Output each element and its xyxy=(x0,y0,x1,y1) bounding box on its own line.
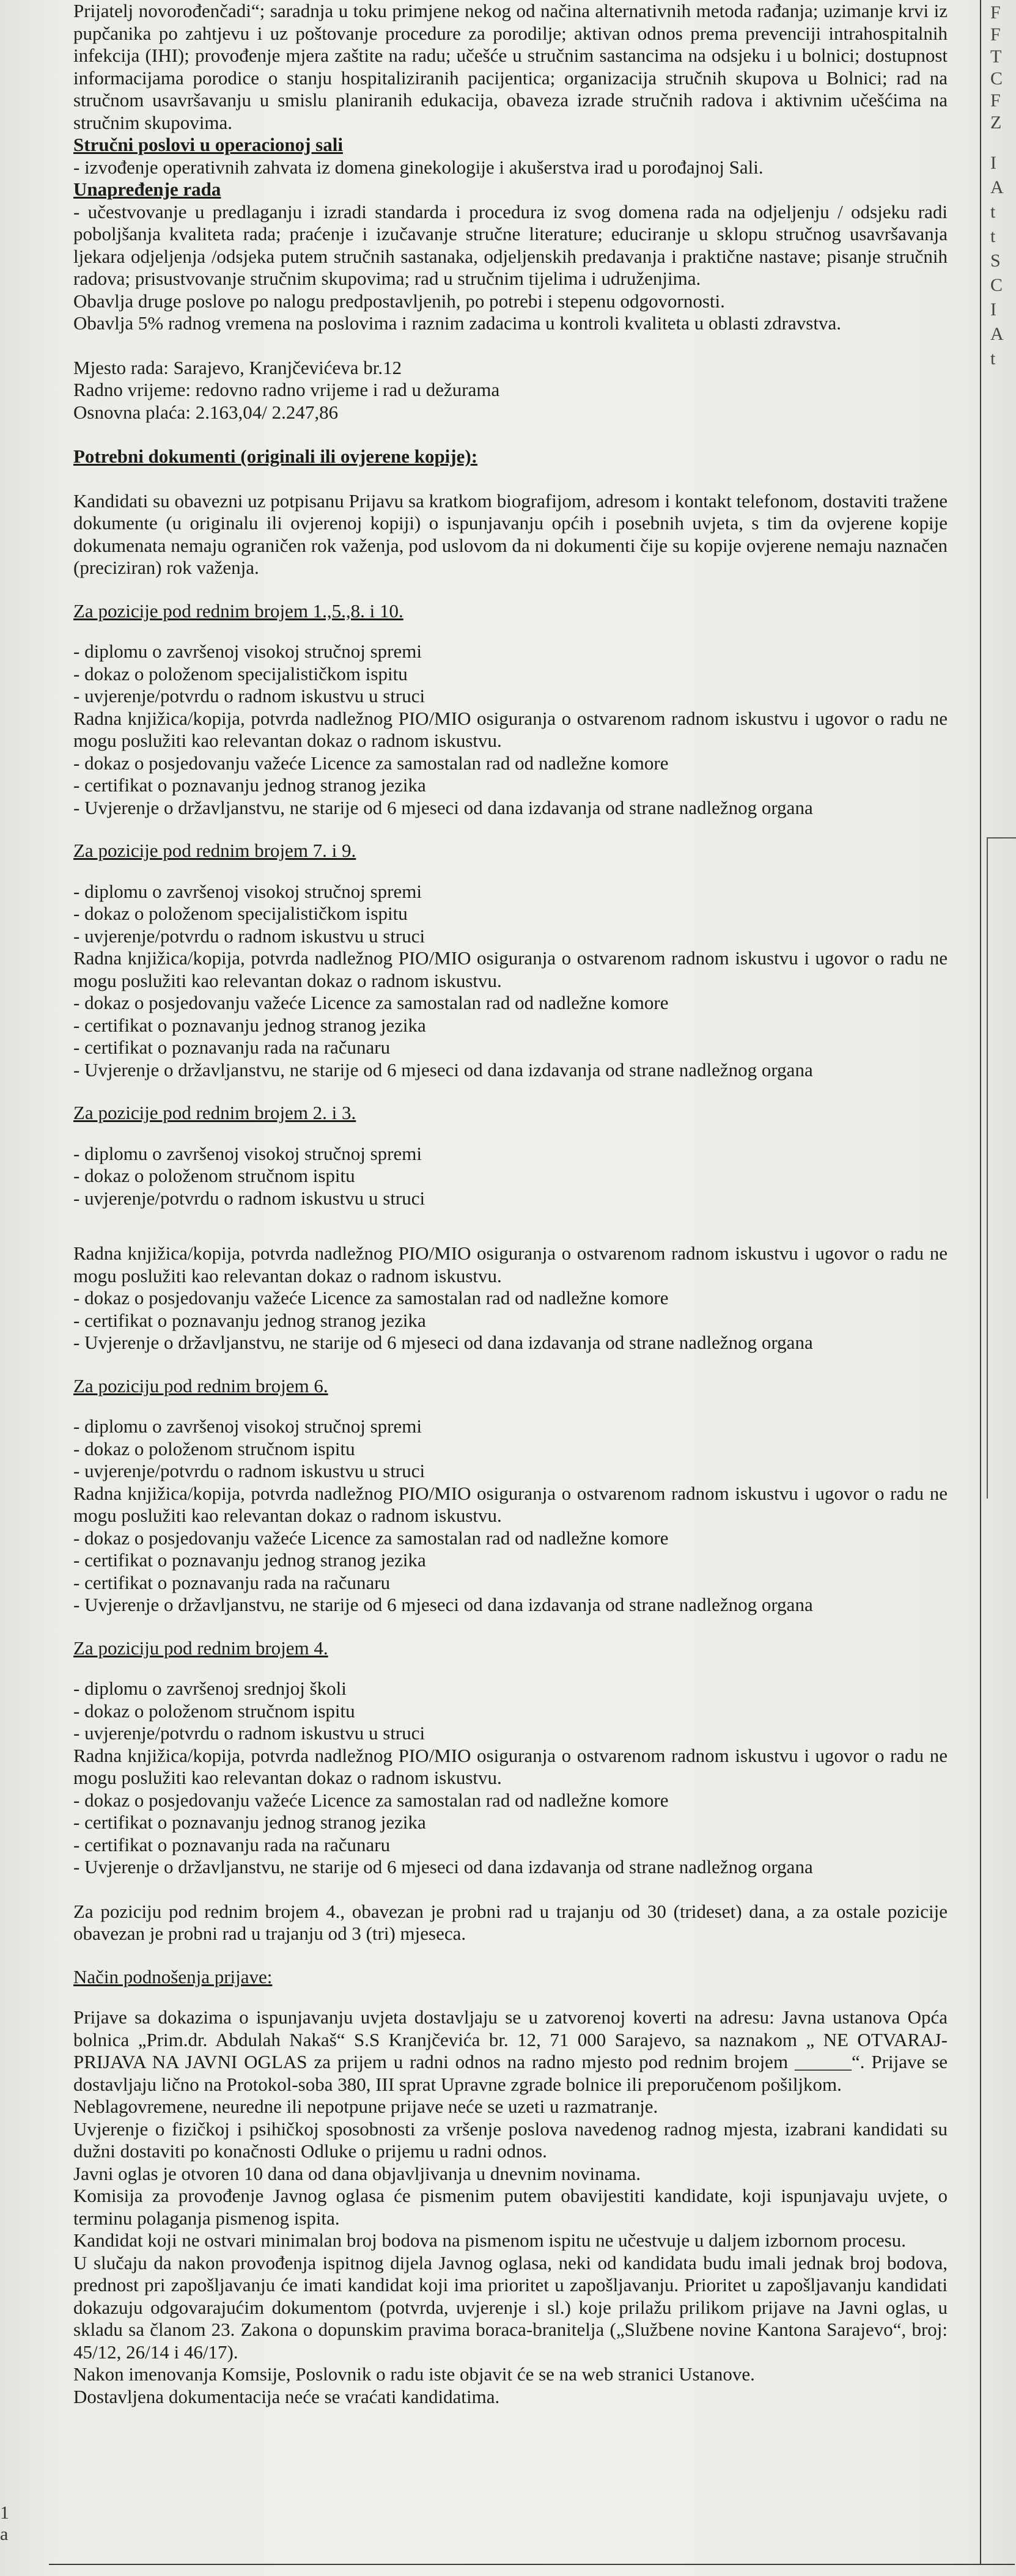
requirements-list xyxy=(73,640,948,708)
requirement-item: - diplomu o završenoj visokoj stručnoj spremi xyxy=(73,1415,948,1438)
requirement-item: - certifikat o poznavanju rada na računaru xyxy=(73,1037,948,1059)
requirements-list xyxy=(73,1527,948,1616)
submission-heading: Način podnošenja prijave: xyxy=(73,1965,273,1987)
position-group-heading: Za poziciju pod rednim brojem 4. xyxy=(73,1637,328,1659)
position-group xyxy=(73,840,948,1081)
requirement-item: - dokaz o položenom stručnom ispitu xyxy=(73,1165,948,1187)
requirement-item: - uvjerenje/potvrdu o radnom iskustvu u struci xyxy=(73,685,948,708)
quality-control-text: Obavlja 5% radnog vremena na poslovima i raznim zadacima u kontroli kvaliteta u oblasti zdravstva. xyxy=(73,312,841,334)
adjacent-letter: A xyxy=(990,177,1004,197)
requirements-list xyxy=(73,1415,948,1483)
requirements-list xyxy=(73,1678,948,1745)
requirements-list xyxy=(73,881,948,948)
submission-paragraph: Uvjerenje o fizičkoj i psihičkoj sposobnosti za vršenje poslova navedenog radnog mjesta, izabrani kandidati su dužni dostaviti po konačnosti Odluke o prijemu u radni odnos. xyxy=(73,2118,948,2162)
improvement-text: - učestvovanje u predlaganju i izradi standarda i procedura iz svog domena rada na odjeljenju / odsjeku radi poboljšanja kvaliteta rada; praćenje i izučavanje stručne literature; educiranje u sklopu stručnog usavršavanja ljekara odjeljenja /odsjeka putem stručnih sastanaka, odjeljenskih predavanja i praktične nastave; pisanje stručnih radova; prisustvovanje stručnim skupovima; rad u stručnim tijelima i udruženjima. xyxy=(73,200,948,289)
requirement-item: - dokaz o posjedovanju važeće Licence za samostalan rad od nadležne komore xyxy=(73,1527,948,1550)
requirement-item: - certifikat o poznavanju jednog stranog jezika xyxy=(73,1015,948,1037)
work-record-note: Radna knjižica/kopija, potvrda nadležnog PIO/MIO osiguranja o ostvarenom radnom iskustvu i ugovor o radu ne mogu poslužiti kao relevantan dokaz o radnom iskustvu. xyxy=(73,707,948,751)
submission-paragraph: Neblagovremene, neuredne ili nepotpune prijave neće se uzeti u razmatranje. xyxy=(73,2096,658,2117)
requirement-item: - dokaz o položenom stručnom ispitu xyxy=(73,1700,948,1723)
article-body xyxy=(73,0,948,2408)
submission-paragraph: Prijave sa dokazima o ispunjavanju uvjeta dostavljaju se u zatvorenoj koverti na adresu: Javna ustanova Opća bolnica „Prim.dr. Abdulah Nakaš“ S.S Kranjčevića br. 12, 71 000 Sarajevo, sa naznakom „ NE OTVARAJ-PRIJAVA NA JAVNI OGLAS za prijem u radni odnos na radno mjesto pod rednim brojem ______“. Prijave se dostavljaju lično na Protokol-soba 380, III sprat Upravne zgrade bolnice ili preporučenom pošiljkom. xyxy=(73,2006,948,2095)
position-group-heading: Za poziciju pod rednim brojem 6. xyxy=(73,1374,328,1396)
requirement-item: - certifikat o poznavanju jednog stranog jezika xyxy=(73,1811,948,1834)
requirement-item: - dokaz o posjedovanju važeće Licence za samostalan rad od nadležne komore xyxy=(73,1789,948,1812)
requirement-item: - dokaz o položenom specijalističkom ispitu xyxy=(73,663,948,686)
requirement-item: - dokaz o posjedovanju važeće Licence za samostalan rad od nadležne komore xyxy=(73,752,948,775)
requirement-item: - diplomu o završenoj visokoj stručnoj spremi xyxy=(73,640,948,663)
position-group xyxy=(73,1375,948,1616)
bottom-divider xyxy=(49,2564,1015,2565)
adjacent-column-box xyxy=(987,837,1016,1499)
position-group-heading: Za pozicije pod rednim brojem 1.,5.,8. i 10. xyxy=(73,600,403,622)
adjacent-letter: C xyxy=(990,68,1003,89)
requirement-item: - certifikat o poznavanju rada na računaru xyxy=(73,1572,948,1594)
requirement-item: - dokaz o posjedovanju važeće Licence za samostalan rad od nadležne komore xyxy=(73,1287,948,1310)
probation-note: Za poziciju pod rednim brojem 4., obavezan je probni rad u trajanju od 30 (trideset) dana, a za ostale pozicije obavezan je probni rad u trajanju od 3 (tri) mjeseca. xyxy=(73,1900,948,1944)
requirement-item: - dokaz o položenom specijalističkom ispitu xyxy=(73,903,948,925)
requirement-item: - uvjerenje/potvrdu o radnom iskustvu u struci xyxy=(73,1460,948,1483)
position-group xyxy=(73,600,948,820)
adjacent-letter: Z xyxy=(990,112,1002,133)
requirement-item: - certifikat o poznavanju jednog stranog jezika xyxy=(73,774,948,797)
requirement-item: - Uvjerenje o državljanstvu, ne starije od 6 mjeseci od dana izdavanja od strane nadležnog organa xyxy=(73,1332,948,1354)
documents-intro: Kandidati su obavezni uz potpisanu Prijavu sa kratkom biografijom, adresom i kontakt telefonom, dostaviti tražene dokumente (u originalu ili ovjerenoj kopiji) o ispunjavanju općih i posebnih uvjeta, s tim da ovjerene kopije dokumenata nemaju ograničen rok važenja, pod uslovom da ni dokumenti čije su kopije ovjerene nemaju naznačen (preciziran) rok važenja. xyxy=(73,490,948,578)
work-record-note: Radna knjižica/kopija, potvrda nadležnog PIO/MIO osiguranja o ostvarenom radnom iskustvu i ugovor o radu ne mogu poslužiti kao relevantan dokaz o radnom iskustvu. xyxy=(73,947,948,991)
requirement-item: - dokaz o posjedovanju važeće Licence za samostalan rad od nadležne komore xyxy=(73,992,948,1015)
requirement-item: - uvjerenje/potvrdu o radnom iskustvu u struci xyxy=(73,925,948,948)
adjacent-letter: F xyxy=(990,90,1001,111)
work-record-note: Radna knjižica/kopija, potvrda nadležnog PIO/MIO osiguranja o ostvarenom radnom iskustvu i ugovor o radu ne mogu poslužiti kao relevantan dokaz o radnom iskustvu. xyxy=(73,1482,948,1526)
requirement-item: - Uvjerenje o državljanstvu, ne starije od 6 mjeseci od dana izdavanja od strane nadležnog organa xyxy=(73,797,948,820)
requirement-item: - certifikat o poznavanju rada na računaru xyxy=(73,1834,948,1857)
position-group-heading: Za pozicije pod rednim brojem 2. i 3. xyxy=(73,1102,356,1123)
working-hours: Radno vrijeme: redovno radno vrijeme i rad u dežurama xyxy=(73,379,500,400)
intro-paragraph: Prijatelj novorođenčadi“; saradnja u toku primjene nekog od načina alternativnih metoda rađanja; uzimanje krvi iz pupčanika po zahtjevu i uz poštovanje procedure za porodilje; aktivan odnos prema prevenciji intrahospitalnih infekcija (IHI); provođenje mjera zaštite na radu; učešće u stručnim sastancima na odsjeku i u bolnici; dostupnost informacijama porodice o stanju hospitaliziranih pacijentica; organizacija stručnih skupova u Bolnici; rad na stručnom usavršavanju u smislu planiranih edukacija, obaveza izrade stručnih radova i aktivnim učešćima na stručnim skupovima. xyxy=(73,0,948,133)
work-record-note: Radna knjižica/kopija, potvrda nadležnog PIO/MIO osiguranja o ostvarenom radnom iskustvu i ugovor o radu ne mogu poslužiti kao relevantan dokaz o radnom iskustvu. xyxy=(73,1744,948,1788)
requirement-item: - dokaz o položenom stručnom ispitu xyxy=(73,1438,948,1461)
documents-heading: Potrebni dokumenti (originali ili ovjerene kopije): xyxy=(73,446,478,467)
requirement-item: - certifikat o poznavanju jednog stranog jezika xyxy=(73,1310,948,1332)
other-duties-text: Obavlja druge poslove po nalogu predpostavljenih, po potrebi i stepenu odgovornosti. xyxy=(73,290,725,312)
requirement-item: - Uvjerenje o državljanstvu, ne starije od 6 mjeseci od dana izdavanja od strane nadležnog organa xyxy=(73,1594,948,1616)
position-group xyxy=(73,1102,948,1354)
requirements-list xyxy=(73,752,948,820)
adjacent-letter: S xyxy=(990,251,1001,271)
adjacent-letter: F xyxy=(990,2,1001,23)
requirements-list xyxy=(73,1143,948,1210)
submission-paragraph: Dostavljena dokumentacija neće se vraćati kandidatima. xyxy=(73,2385,500,2407)
position-group xyxy=(73,1637,948,1879)
requirement-item: - certifikat o poznavanju jednog stranog jezika xyxy=(73,1549,948,1572)
job-location: Mjesto rada: Sarajevo, Kranjčevićeva br.12 xyxy=(73,356,402,378)
adjacent-letter: C xyxy=(990,275,1003,295)
adjacent-letter: t xyxy=(990,226,996,246)
section-heading-improvement: Unapređenje rada xyxy=(73,178,221,200)
requirements-list xyxy=(73,1287,948,1354)
adjacent-letter: F xyxy=(990,24,1001,45)
requirement-item: - Uvjerenje o državljanstvu, ne starije od 6 mjeseci od dana izdavanja od strane nadležnog organa xyxy=(73,1856,948,1879)
adjacent-letter: A xyxy=(990,324,1004,344)
submission-paragraph: Nakon imenovanja Komsije, Poslovnik o radu iste objavit će se na web stranici Ustanove. xyxy=(73,2363,755,2385)
column-divider xyxy=(980,0,981,2564)
requirements-list xyxy=(73,992,948,1081)
requirement-item: - uvjerenje/potvrdu o radnom iskustvu u struci xyxy=(73,1722,948,1745)
requirements-list xyxy=(73,1789,948,1879)
work-record-note: Radna knjižica/kopija, potvrda nadležnog PIO/MIO osiguranja o ostvarenom radnom iskustvu i ugovor o radu ne mogu poslužiti kao relevantan dokaz o radnom iskustvu. xyxy=(73,1242,948,1286)
adjacent-letter: I xyxy=(990,153,996,173)
adjacent-letter: I xyxy=(990,299,996,320)
requirement-item: - Uvjerenje o državljanstvu, ne starije od 6 mjeseci od dana izdavanja od strane nadležnog organa xyxy=(73,1059,948,1082)
adjacent-letter: t xyxy=(990,348,996,369)
requirement-item: - diplomu o završenoj visokoj stručnoj spremi xyxy=(73,881,948,903)
submission-paragraph: Kandidat koji ne ostvari minimalan broj bodova na pismenom ispitu ne učestvuje u daljem izbornom procesu. xyxy=(73,2229,906,2251)
position-group-heading: Za pozicije pod rednim brojem 7. i 9. xyxy=(73,840,356,861)
operating-room-text: - izvođenje operativnih zahvata iz domena ginekologije i akušerstva irad u porođajnoj Sali. xyxy=(73,156,764,178)
submission-paragraph: Komisija za provođenje Javnog oglasa će pismenim putem obavijestiti kandidate, koji ispunjavaju uvjete, o terminu polaganja pismenog ispita. xyxy=(73,2185,948,2229)
adjacent-letter: t xyxy=(990,202,996,222)
submission-paragraph: U slučaju da nakon provođenja ispitnog dijela Javnog oglasa, neki od kandidata budu imali jednak broj bodova, prednost pri zapošljavanju će imati kandidat koji ima prioritet u zapošljavanju. Prioritet u zapošljavanju kandidati dokazuju odgovarajućim dokumentom (potvrda, uvjerenje i sl.) koje prilažu prilikom prijave na Javni oglas, u skladu sa članom 23. Zakona o dopunskim pravima boraca-branitelja („Službene novine Kantona Sarajevo“, broj: 45/12, 26/14 i 46/17). xyxy=(73,2251,948,2363)
left-margin-fragment-2: a xyxy=(0,2524,9,2544)
submission-paragraph: Javni oglas je otvoren 10 dana od dana objavljivanja u dnevnim novinama. xyxy=(73,2162,641,2184)
left-margin-fragment-1: 1 xyxy=(0,2503,9,2523)
base-salary: Osnovna plaća: 2.163,04/ 2.247,86 xyxy=(73,401,339,423)
requirement-item: - diplomu o završenoj srednjoj školi xyxy=(73,1678,948,1700)
adjacent-letter: T xyxy=(990,46,1002,67)
requirement-item: - uvjerenje/potvrdu o radnom iskustvu u struci xyxy=(73,1187,948,1210)
requirement-item: - diplomu o završenoj visokoj stručnoj spremi xyxy=(73,1143,948,1165)
section-heading-operating-room: Stručni poslovi u operacionoj sali xyxy=(73,134,343,155)
